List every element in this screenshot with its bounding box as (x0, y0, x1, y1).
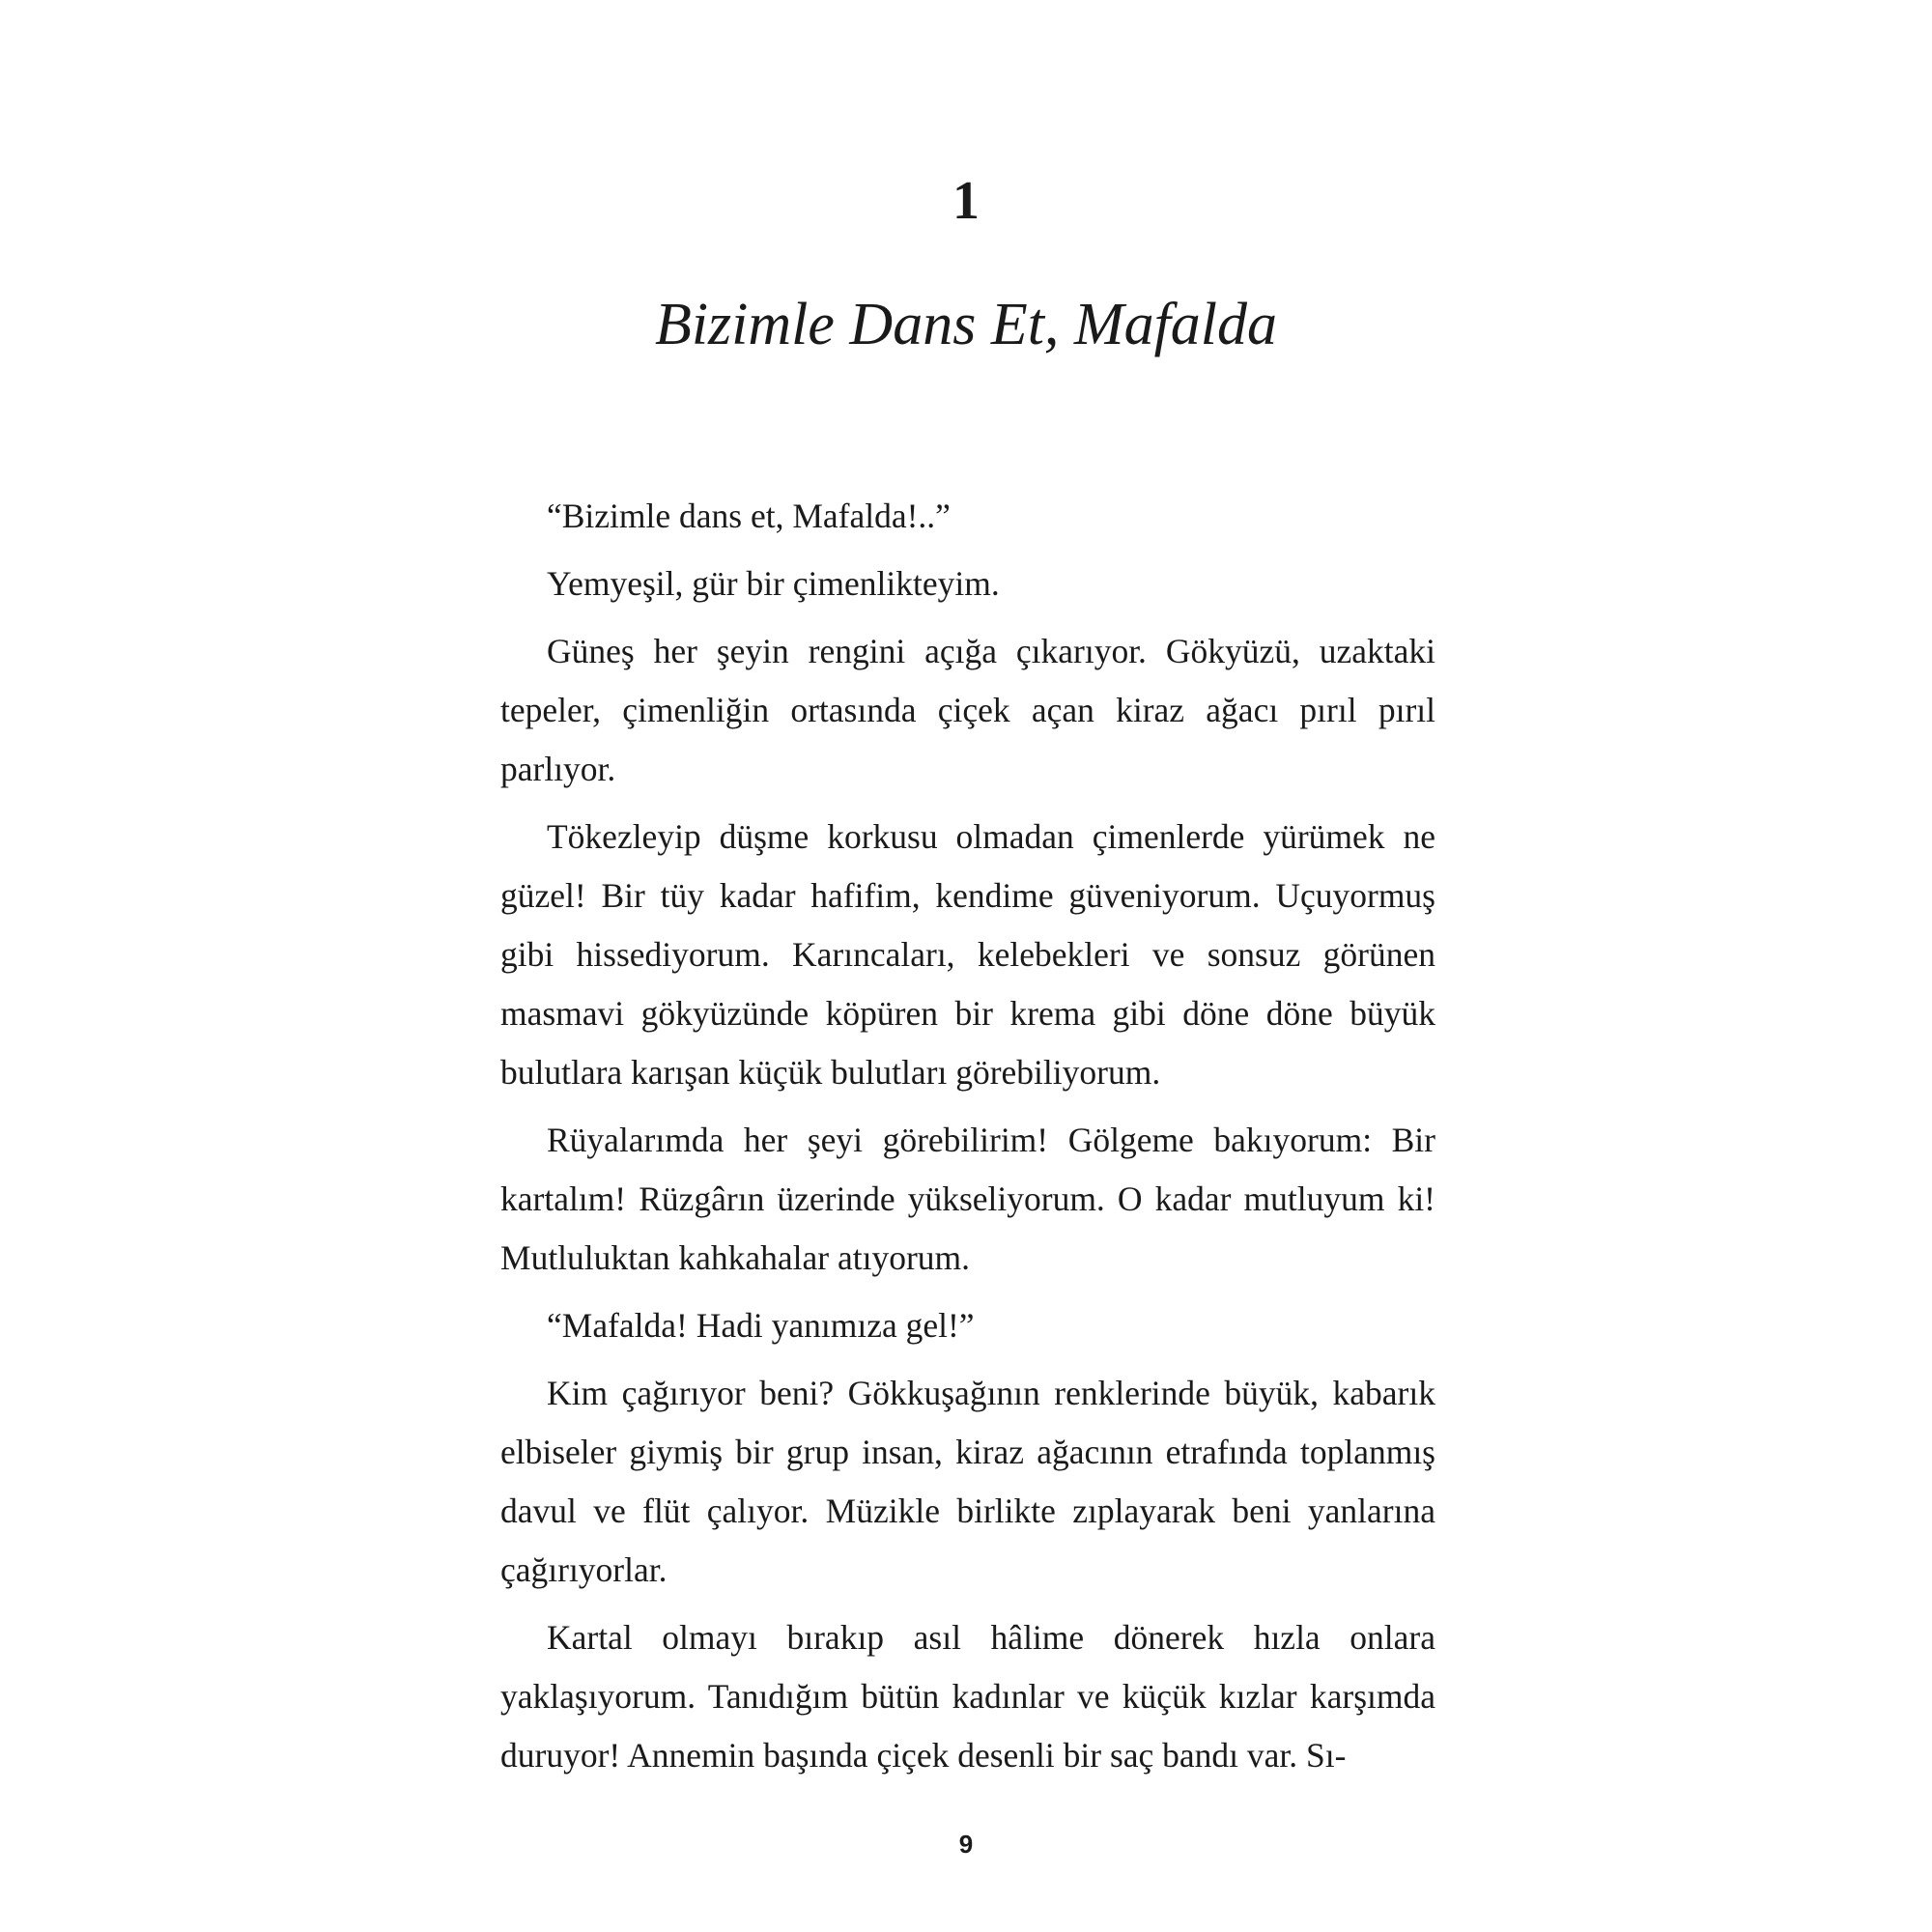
chapter-body (500, 487, 1435, 1794)
paragraph: Kartal olmayı bırakıp asıl hâlime dönerek hızla onlara yaklaşıyorum. Tanıdığım bütün kadınlar ve küçük kızlar karşımda duruyor! Annemin başında çiçek desenli bir saç bandı var. Sı- (500, 1618, 1435, 1775)
chapter-title: Bizimle Dans Et, Mafalda (654, 292, 1278, 357)
paragraph: “Bizimle dans et, Mafalda!..” (547, 497, 951, 535)
paragraph: “Mafalda! Hadi yanımıza gel!” (547, 1306, 975, 1345)
paragraph: Tökezleyip düşme korkusu olmadan çimenlerde yürümek ne güzel! Bir tüy kadar hafifim, kendime güveniyorum. Uçuyormuş gibi hissediyorum. Karıncaları, kelebekleri ve sonsuz görünen masmavi gökyüzünde köpüren bir krema gibi döne döne büyük bulutlara karışan küçük bulutları görebiliyorum. (500, 817, 1435, 1092)
paragraph: Kim çağırıyor beni? Gökkuşağının renklerinde büyük, kabarık elbiseler giymiş bir grup insan, kiraz ağacının etrafında toplanmış davul ve flüt çalıyor. Müzikle birlikte zıplayarak beni yanlarına çağırıyorlar. (500, 1374, 1435, 1589)
paragraph: Rüyalarımda her şeyi görebilirim! Gölgeme bakıyorum: Bir kartalım! Rüzgârın üzerinde yükseliyorum. O kadar mutluyum ki! Mutluluktan kahkahalar atıyorum. (500, 1121, 1435, 1277)
chapter-number: 1 (952, 171, 980, 231)
paragraph: Yemyeşil, gür bir çimenlikteyim. (547, 564, 1000, 603)
page-number: 9 (958, 1830, 974, 1859)
paragraph: Güneş her şeyin rengini açığa çıkarıyor. Gökyüzü, uzaktaki tepeler, çimenliğin ortasında çiçek açan kiraz ağacı pırıl pırıl parlıyor. (500, 632, 1435, 788)
